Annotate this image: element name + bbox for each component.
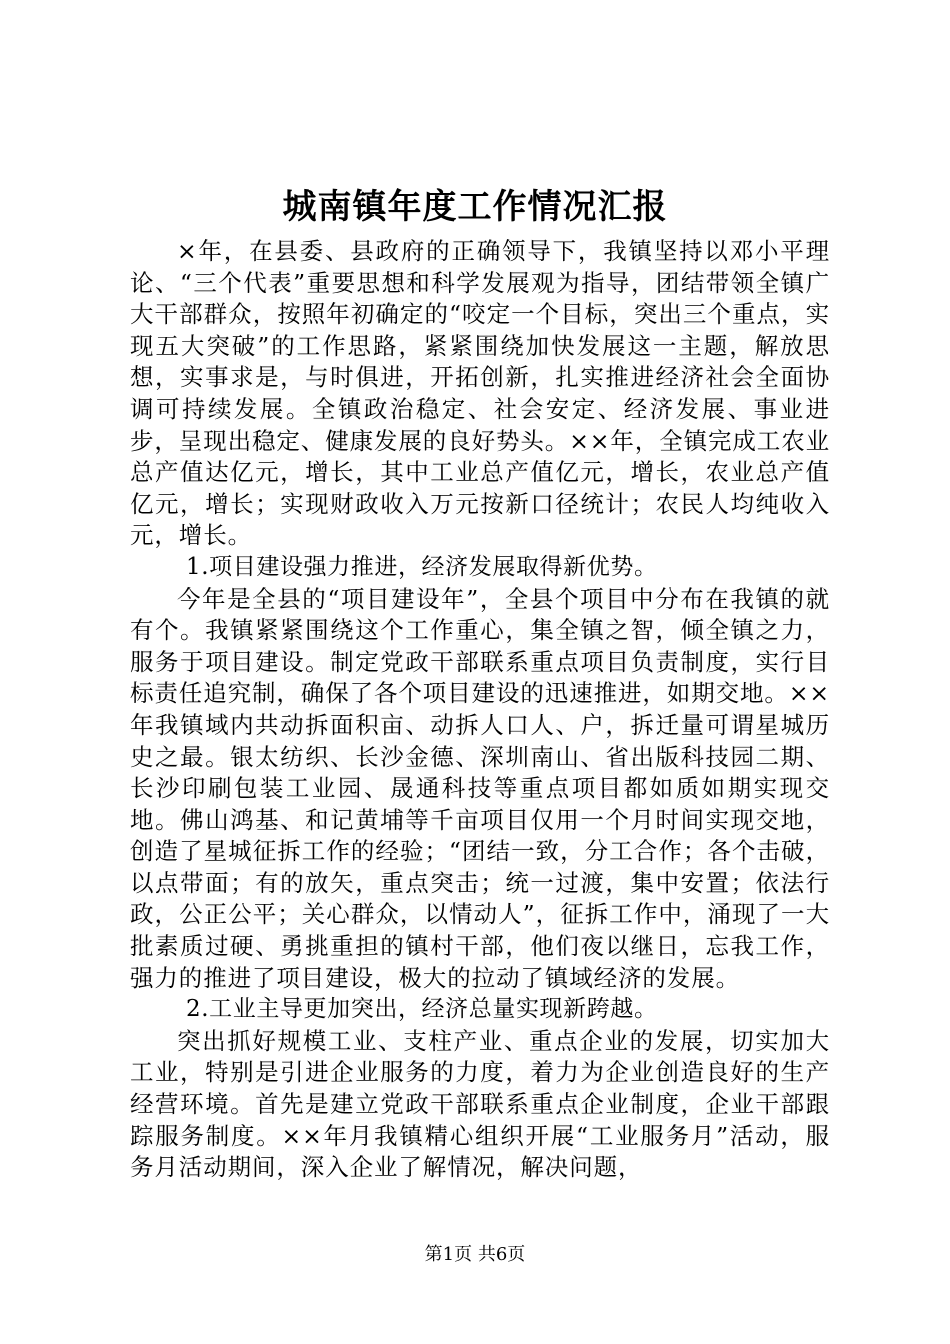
- document-body: [130, 236, 830, 1184]
- paragraph-industry: 突出抓好规模工业、支柱产业、重点企业的发展，切实加大工业，特别是引进企业服务的力度，着力为企业创造良好的生产经营环境。首先是建立党政干部联系重点企业制度，企业干部跟踪服务制度。××年月我镇精心组织开展“工业服务月”活动，服务月活动期间，深入企业了解情况，解决问题，: [130, 1026, 830, 1182]
- section-heading-2: 2.工业主导更加突出，经济总量实现新跨越。: [186, 996, 658, 1023]
- paragraph-intro: ×年，在县委、县政府的正确领导下，我镇坚持以邓小平理论、“三个代表”重要思想和科学发展观为指导，团结带领全镇广大干部群众，按照年初确定的“咬定一个目标，突出三个重点，实现五大突破”的工作思路，紧紧围绕加快发展这一主题，解放思想，实事求是，与时俱进，开拓创新，扎实推进经济社会全面协调可持续发展。全镇政治稳定、社会安定、经济发展、事业进步，呈现出稳定、健康发展的良好势头。××年，全镇完成工农业总产值达亿元，增长，其中工业总产值亿元，增长，农业总产值亿元，增长；实现财政收入万元按新口径统计；农民人均纯收入元，增长。: [130, 237, 830, 550]
- document-title: 城南镇年度工作情况汇报: [282, 187, 668, 227]
- page-footer: 第1页 共6页: [424, 1244, 526, 1265]
- paragraph-project-construction: 今年是全县的“项目建设年”，全县个项目中分布在我镇的就有个。我镇紧紧围绕这个工作重心，集全镇之智，倾全镇之力，服务于项目建设。制定党政干部联系重点项目负责制度，实行目标责任追究制，确保了各个项目建设的迅速推进，如期交地。××年我镇域内共动拆面积亩、动拆人口人、户，拆迁量可谓星城历史之最。银太纺织、长沙金德、深圳南山、省出版科技园二期、长沙印刷包装工业园、晟通科技等重点项目都如质如期实现交地。佛山鸿基、和记黄埔等千亩项目仅用一个月时间实现交地，创造了星城征拆工作的经验；“团结一致，分工合作；各个击破，以点带面；有的放矢，重点突击；统一过渡，集中安置；依法行政，公正公平；关心群众，以情动人”，征拆工作中，涌现了一大批素质过硬、勇挑重担的镇村干部，他们夜以继日，忘我工作，强力的推进了项目建设，极大的拉动了镇域经济的发展。: [130, 584, 830, 992]
- section-heading-1: 1.项目建设强力推进，经济发展取得新优势。: [186, 553, 658, 580]
